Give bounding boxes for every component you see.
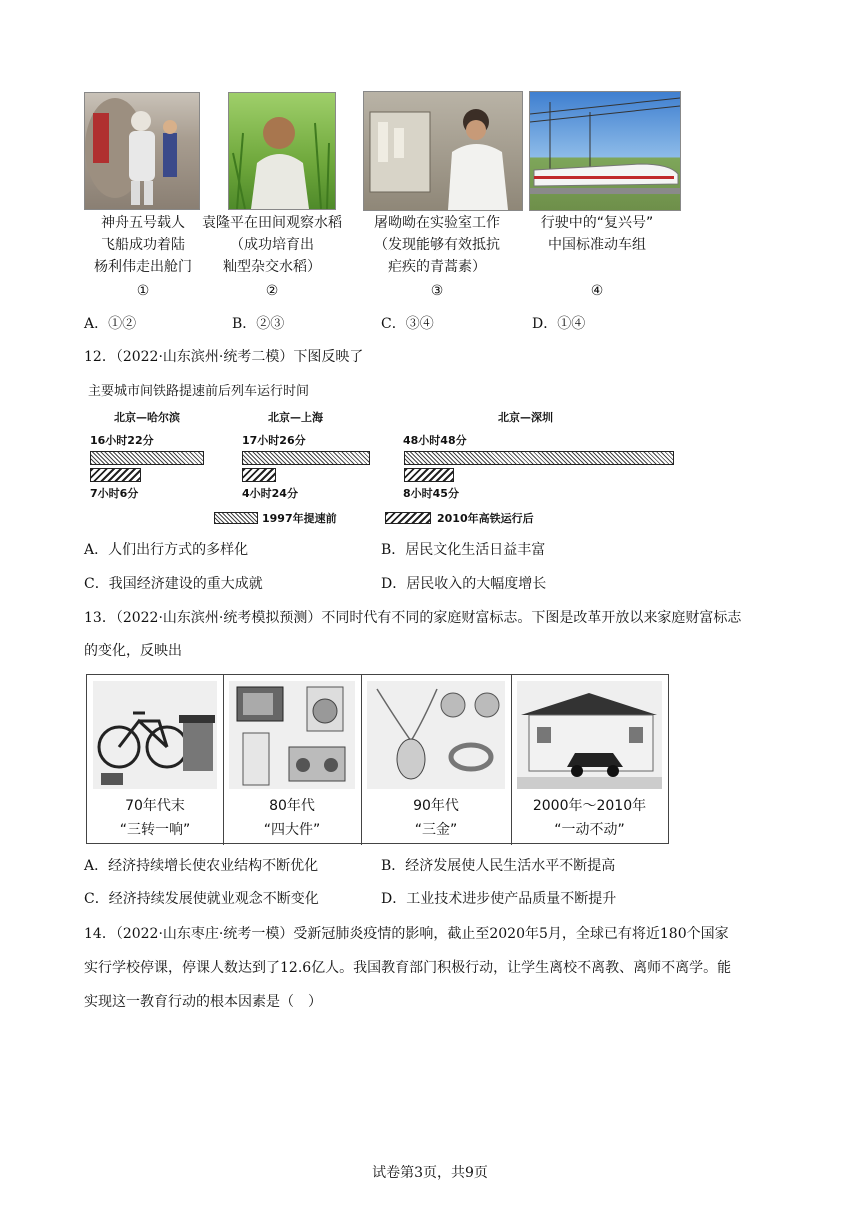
wealth-name-2: “四大件” — [263, 822, 321, 838]
appliances-image — [229, 681, 355, 789]
q11-option-d[interactable]: D．①④ — [532, 316, 586, 332]
wealth-name-4: “一动不动” — [554, 822, 625, 838]
wealth-period-3: 90年代 — [413, 798, 459, 814]
chart-bar-post-3 — [404, 468, 454, 482]
photo-astronaut — [84, 92, 200, 210]
q12-stem: 12．（2022·山东滨州·统考二模）下图反映了 — [84, 349, 364, 365]
chart-label-post-2: 4小时24分 — [242, 487, 298, 500]
q13-option-b[interactable]: B．经济发展使人民生活水平不断提高 — [381, 858, 616, 874]
chart-label-pre-3: 48小时48分 — [403, 434, 467, 447]
q13-stem-line1: 13．（2022·山东滨州·统考模拟预测）不同时代有不同的家庭财富标志。下图是改革开放以来家庭财富标志 — [84, 610, 742, 626]
q14-stem-line2: 实行学校停课，停课人数达到了12.6亿人。我国教育部门积极行动，让学生离校不离教、离师不离学。能 — [84, 960, 732, 976]
q14-stem-line3: 实现这一教育行动的根本因素是（ ） — [84, 994, 322, 1010]
q13-stem-line2: 的变化，反映出 — [84, 643, 182, 659]
bicycle-sewing-machine-image — [93, 681, 217, 789]
q12-option-b[interactable]: B．居民文化生活日益丰富 — [381, 542, 546, 558]
legend-label-post: 2010年高铁运行后 — [437, 512, 534, 525]
wealth-period-1: 70年代末 — [125, 798, 185, 814]
legend-swatch-post — [385, 512, 431, 524]
chart-bar-pre-1 — [90, 451, 204, 465]
wealth-cell-1 — [87, 675, 224, 845]
photo-caption-2: 袁隆平在田间观察水稻 （成功培育出 籼型杂交水稻） ② — [202, 215, 342, 299]
wealth-cell-3 — [361, 675, 512, 845]
page-footer: 试卷第3页，共9页 — [372, 1165, 488, 1181]
wealth-cell-4 — [511, 675, 668, 845]
chart-category-2: 北京—上海 — [268, 411, 323, 424]
chart-label-pre-2: 17小时26分 — [242, 434, 306, 447]
q12-option-c[interactable]: C．我国经济建设的重大成就 — [84, 576, 263, 592]
chart-bar-pre-2 — [242, 451, 370, 465]
chart-category-3: 北京—深圳 — [498, 411, 553, 424]
photo-laboratory — [363, 91, 523, 211]
q12-option-a[interactable]: A．人们出行方式的多样化 — [84, 542, 249, 558]
wealth-name-3: “三金” — [414, 822, 458, 838]
legend-label-pre: 1997年提速前 — [262, 512, 337, 525]
photo-caption-1: 神舟五号载人 飞船成功着陆 杨利伟走出舱门 ① — [94, 215, 192, 299]
wealth-symbols-figure — [86, 674, 669, 844]
chart-bar-post-2 — [242, 468, 276, 482]
chart-title: 主要城市间铁路提速前后列车运行时间 — [88, 384, 310, 399]
chart-label-post-1: 7小时6分 — [90, 487, 139, 500]
q12-option-d[interactable]: D．居民收入的大幅度增长 — [381, 576, 547, 592]
wealth-period-2: 80年代 — [269, 798, 315, 814]
wealth-cell-2 — [223, 675, 362, 845]
photo-caption-4: 行驶中的“复兴号” 中国标准动车组 ④ — [540, 215, 654, 299]
chart-label-post-3: 8小时45分 — [403, 487, 459, 500]
photo-fuxing-train — [529, 91, 681, 211]
chart-bar-pre-3 — [404, 451, 674, 465]
gold-jewelry-image — [367, 681, 505, 789]
q11-option-b[interactable]: B．②③ — [232, 316, 285, 332]
legend-swatch-pre — [214, 512, 258, 524]
photo-rice-field — [228, 92, 336, 210]
q13-option-a[interactable]: A．经济持续增长使农业结构不断优化 — [84, 858, 319, 874]
chart-bar-post-1 — [90, 468, 141, 482]
q11-option-a[interactable]: A．①② — [84, 316, 137, 332]
q13-option-d[interactable]: D．工业技术进步使产品质量不断提升 — [381, 891, 617, 907]
chart-category-1: 北京—哈尔滨 — [114, 411, 180, 424]
wealth-name-1: “三转一响” — [119, 822, 191, 838]
house-car-image — [517, 681, 662, 789]
q14-stem-line1: 14．（2022·山东枣庄·统考一模）受新冠肺炎疫情的影响，截止至2020年5月，全球已有将近180个国家 — [84, 926, 729, 942]
chart-label-pre-1: 16小时22分 — [90, 434, 154, 447]
photo-caption-3: 屠呦呦在实验室工作 （发现能够有效抵抗 疟疾的青蒿素） ③ — [374, 215, 500, 299]
wealth-period-4: 2000年～2010年 — [532, 798, 647, 814]
q13-option-c[interactable]: C．经济持续发展使就业观念不断变化 — [84, 891, 319, 907]
q11-option-c[interactable]: C．③④ — [381, 316, 434, 332]
